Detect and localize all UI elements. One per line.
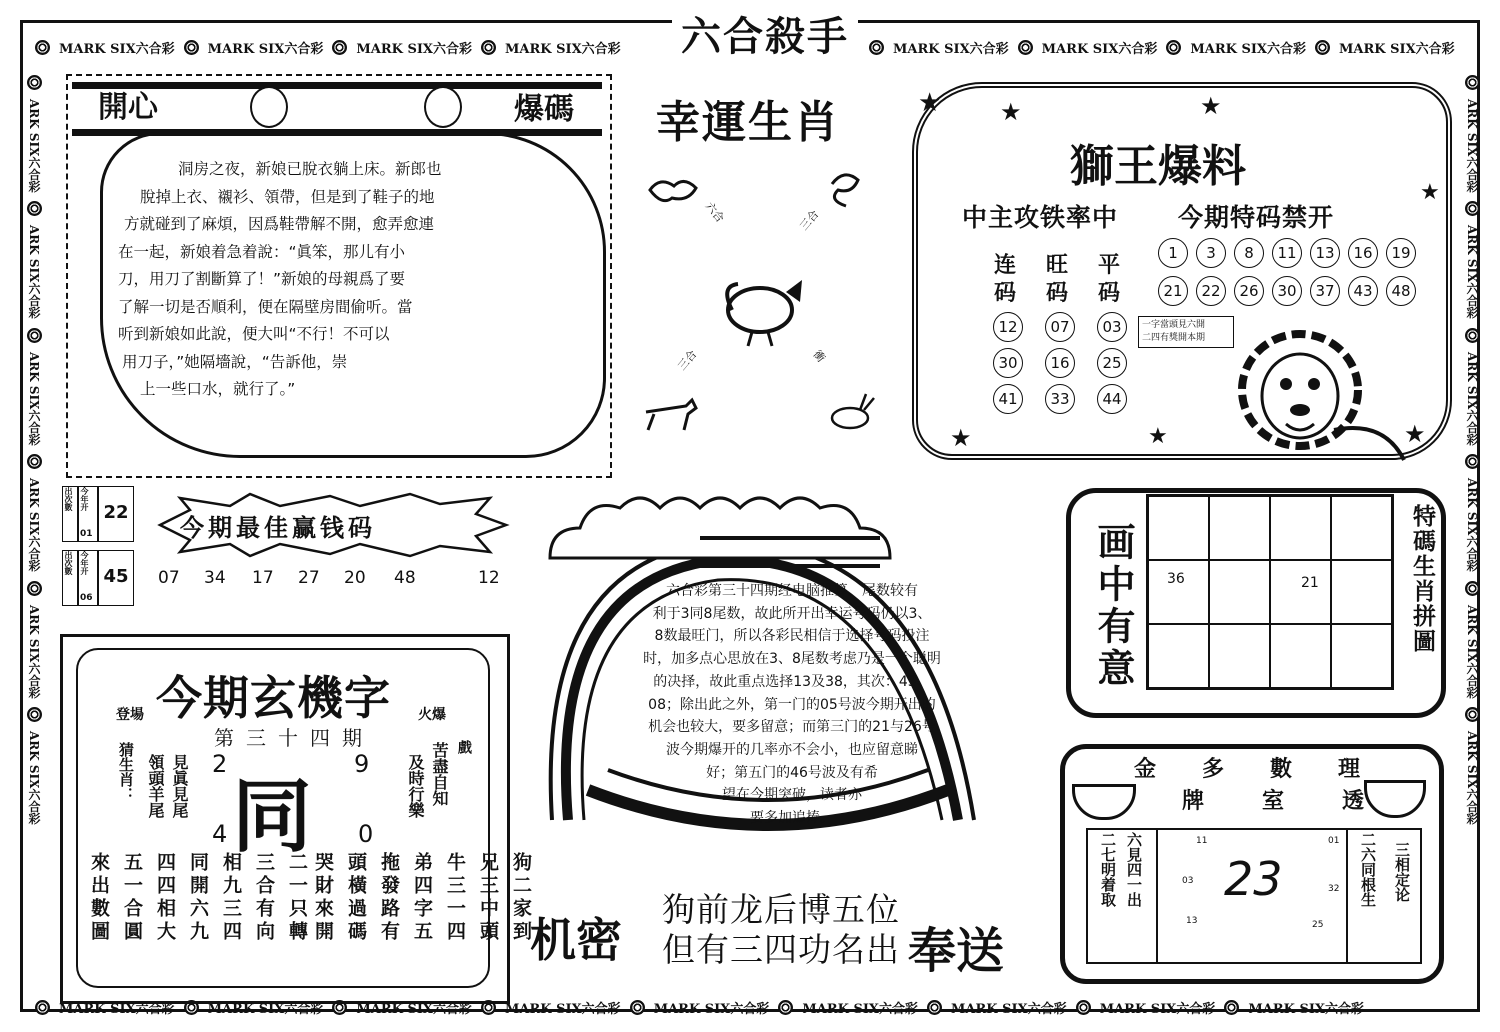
poem-column: 二一只轉 [286, 852, 308, 944]
rabbit-icon [832, 394, 874, 428]
poem-column: 拖發路有 [378, 852, 400, 944]
puzzle-cell [1209, 496, 1270, 560]
strip-text: MARK SIX六合彩 [356, 42, 473, 57]
strip-text: MARK SIX六合彩 [653, 1002, 770, 1017]
lottery-title-char: 理 [1338, 757, 1361, 782]
analysis-header-decor [700, 536, 880, 568]
star-decor: ★ [1148, 424, 1168, 449]
story-line: 在一起，新娘着急着說：“眞笨，那儿有小 [118, 242, 406, 261]
puzzle-cell [1270, 624, 1331, 688]
flower-icon [35, 1000, 50, 1015]
dragon-icon [650, 181, 696, 200]
top-strip-right [860, 38, 1476, 57]
best-number: 07 [158, 568, 180, 588]
puzzle-cell [1209, 560, 1270, 624]
puzzle-grid [1146, 494, 1394, 690]
flower-icon [1224, 1000, 1239, 1015]
ticket-label: 出次數 [64, 487, 73, 511]
strip-text: MARK SIX六合彩 [1099, 1002, 1216, 1017]
zodiac-diagram [636, 160, 896, 450]
flower-icon [630, 1000, 645, 1015]
top-strip [26, 38, 666, 57]
strip-text: ARK SIX六合彩 [27, 604, 41, 699]
flower-icon [927, 1000, 942, 1015]
rooster-icon [727, 280, 802, 346]
strip-text: ARK SIX六合彩 [1465, 731, 1479, 825]
xuanji-col: 戲 [456, 740, 472, 754]
best-number: 27 [298, 568, 320, 588]
flower-icon [184, 40, 199, 55]
strip-text: ARK SIX六合彩 [27, 351, 41, 446]
strip-text: ARK SIX六合彩 [1465, 225, 1479, 319]
lion-head-char: 连 [993, 253, 1016, 278]
lion-head-char: 旺 [1045, 253, 1068, 278]
lottery-scatter: 13 [1186, 916, 1198, 926]
banned-number: 48 [1386, 276, 1416, 306]
flower-icon [1076, 1000, 1091, 1015]
lion-head-char: 码 [1097, 281, 1120, 306]
strip-text: MARK SIX六合彩 [893, 42, 1009, 57]
lottery-scatter: 25 [1312, 920, 1324, 930]
puzzle-cell [1331, 496, 1392, 560]
lottery-title-char: 透 [1342, 789, 1365, 814]
strip-text: ARK SIX六合彩 [27, 99, 41, 193]
xuanji-num: 0 [358, 820, 374, 848]
hot-number: 30 [993, 348, 1023, 378]
poem-column: 哭財來開 [312, 852, 334, 944]
banned-number: 43 [1348, 276, 1378, 306]
poem-column: 相九三四 [220, 852, 242, 944]
xuanji-col: 見眞見尾 [170, 754, 189, 818]
flower-icon [481, 40, 496, 55]
strip-text: MARK SIX六合彩 [1190, 42, 1307, 57]
poem-column: 三合有向 [253, 852, 275, 944]
strip-text: MARK SIX六合彩 [59, 1002, 175, 1017]
story-head-right: 爆碼 [514, 92, 574, 127]
puzzle-number: 21 [1301, 575, 1319, 591]
xuanji-col: 及時行樂 [406, 754, 425, 818]
flower-icon [1315, 40, 1330, 55]
lottery-title-char: 數 [1270, 757, 1293, 782]
flower-icon [1465, 707, 1480, 722]
banned-number: 11 [1272, 238, 1302, 268]
poem-column: 牛三一四 [444, 852, 466, 944]
flower-icon [778, 1000, 793, 1015]
xuanji-guess: 猜生肖： [117, 742, 135, 802]
strip-text: MARK SIX六合彩 [207, 42, 324, 57]
xuanji-num: 2 [212, 750, 228, 778]
xuanji-col: 苦盡自知 [430, 742, 449, 806]
xuanji-issue: 第三十四期 [214, 726, 374, 750]
strip-text: MARK SIX六合彩 [207, 1002, 324, 1017]
best-number: 20 [344, 568, 366, 588]
analysis-line: 望在今期突破，读者亦 [722, 787, 862, 804]
analysis-line: 六合彩第三十四期经电脑推算，尾数较有 [666, 583, 918, 599]
lion-column-head [1042, 252, 1072, 308]
note-line: 二四有獎開本期 [1142, 333, 1206, 343]
flower-icon [1465, 328, 1480, 343]
flower-icon [1465, 201, 1480, 216]
star-decor: ★ [918, 88, 942, 118]
flower-icon [869, 40, 884, 55]
flower-icon [1465, 581, 1480, 596]
flower-icon [27, 328, 42, 343]
lottery-scatter: 11 [1196, 836, 1208, 846]
analysis-line: 08；除出此之外，第一门的05号波今期开出的 [648, 696, 936, 713]
baby-icon [424, 86, 462, 128]
lottery-left-col1: 二七明着取 [1099, 832, 1117, 907]
best-number: 17 [252, 568, 274, 588]
best-number: 34 [204, 568, 226, 588]
poem-column: 來出數圖 [88, 852, 110, 944]
poem-column: 兄三中頭 [477, 852, 499, 944]
lottery-scatter: 03 [1182, 876, 1194, 886]
lion-column-head [1094, 252, 1124, 308]
ticket-value: 45 [98, 550, 134, 606]
ox-icon [646, 400, 696, 430]
lion-head-char: 码 [993, 281, 1016, 306]
left-strip [26, 66, 43, 992]
story-line: 听到新娘如此說，便大叫“不行！不可以 [118, 325, 390, 343]
strip-text: MARK SIX六合彩 [951, 1002, 1067, 1017]
xuanji-left-tag: 登場 [116, 707, 144, 723]
hot-number: 44 [1097, 384, 1127, 414]
best-number: 12 [478, 568, 500, 588]
poem-column: 同開六九 [187, 852, 209, 944]
story-line: 洞房之夜，新娘已脫衣躺上床。新郎也 [178, 160, 442, 178]
flower-icon [332, 40, 347, 55]
snake-icon [832, 175, 858, 206]
banned-number: 30 [1272, 276, 1302, 306]
analysis-line: 8数最旺门，所以各彩民相信于选择号码投注 [654, 628, 930, 645]
lottery-right-col1: 二六同根生 [1359, 832, 1377, 907]
flower-icon [35, 40, 50, 55]
flower-icon [1018, 40, 1033, 55]
ticket-code: 01 [80, 529, 93, 539]
analysis-text [572, 580, 1012, 830]
page-title: 六合殺手 [672, 12, 858, 62]
secret-left: 机密 [530, 913, 622, 967]
star-decor: ★ [1420, 180, 1440, 205]
xuanji-right-tag: 火爆 [418, 707, 446, 723]
analysis-line: 要多加追捧。 [750, 810, 834, 827]
poem-column: 四四相大 [154, 852, 176, 944]
analysis-line: 的决择，故此重点选择13及38，其次：43、 [653, 673, 931, 690]
banned-number: 3 [1196, 238, 1226, 268]
banned-number: 26 [1234, 276, 1264, 306]
lion-note [1138, 316, 1234, 348]
puzzle-cell [1148, 624, 1209, 688]
flower-icon [27, 707, 42, 722]
xuanji-right-poem [310, 852, 541, 944]
banned-number: 21 [1158, 276, 1188, 306]
flower-icon [27, 454, 42, 469]
banned-number: 13 [1310, 238, 1340, 268]
xuanji-num: 9 [354, 750, 370, 778]
puzzle-left-title: 画中有意 [1091, 522, 1135, 690]
poem-column: 五一合圓 [121, 852, 143, 944]
lottery-right-col2: 三相定论 [1393, 842, 1411, 902]
story-line: 脫掉上衣、襯衫、領帶，但是到了鞋子的地 [140, 187, 435, 206]
story-line: 上一些口水，就行了。” [140, 380, 296, 398]
lottery-left-col2: 六見四一出 [1125, 832, 1143, 907]
story-text [118, 156, 604, 404]
puzzle-cell [1331, 560, 1392, 624]
lottery-center: 23 [1224, 852, 1283, 906]
lion-head-char: 平 [1097, 253, 1120, 278]
lottery-scatter: 32 [1328, 884, 1340, 894]
lottery-divider [1346, 828, 1348, 964]
star-decor: ★ [1404, 420, 1426, 448]
strip-text: MARK SIX六合彩 [356, 1002, 473, 1017]
hot-number: 41 [993, 384, 1023, 414]
ticket-value: 22 [98, 486, 134, 542]
strip-text: MARK SIX六合彩 [505, 1002, 621, 1017]
baby-icon [250, 86, 288, 128]
analysis-line: 利于3同8尾数，故此所开出幸运号码仍以3、 [652, 605, 932, 622]
lottery-title-char: 多 [1202, 757, 1225, 782]
lottery-title-row1 [1134, 752, 1360, 783]
lion-head-char: 码 [1045, 281, 1068, 306]
puzzle-cell [1270, 560, 1331, 624]
right-strip [1464, 66, 1481, 992]
puzzle-cell [1148, 496, 1209, 560]
strip-text: MARK SIX六合彩 [59, 42, 175, 57]
flower-icon [27, 201, 42, 216]
strip-text: ARK SIX六合彩 [1465, 604, 1479, 699]
lion-column-head [990, 252, 1020, 308]
lucky-title: 幸運生肖 [656, 97, 840, 148]
analysis-line: 波今期爆开的几率亦不会小，也应留意睇 [666, 741, 918, 758]
star-decor: ★ [1000, 98, 1022, 126]
banned-number: 37 [1310, 276, 1340, 306]
banned-number: 22 [1196, 276, 1226, 306]
xuanji-num: 4 [212, 820, 228, 848]
xuanji-title: 今期玄機字 [156, 671, 391, 725]
secret-line1: 狗前龙后博五位 [662, 890, 900, 929]
flower-icon [1465, 75, 1480, 90]
lottery-title-char: 牌 [1182, 789, 1205, 814]
secret-right: 奉送 [908, 923, 1005, 979]
ticket-code: 06 [80, 593, 93, 603]
puzzle-cell [1331, 624, 1392, 688]
puzzle-cell [1209, 624, 1270, 688]
strip-text: ARK SIX六合彩 [27, 225, 41, 319]
ticket-label: 今年开 [80, 551, 89, 575]
analysis-line: 机会也较大，要多留意；而第三门的21与26号 [648, 719, 936, 736]
strip-text: ARK SIX六合彩 [27, 731, 41, 825]
hot-number: 33 [1045, 384, 1075, 414]
star-decor: ★ [1200, 92, 1222, 120]
note-line: 一字當頭見六開 [1142, 320, 1206, 330]
lion-slogan-left: 中主攻铁率中 [962, 203, 1119, 232]
best-title: 今期最佳赢钱码 [180, 514, 376, 542]
poem-column: 頭橫過碼 [345, 852, 367, 944]
puzzle-cell [1148, 560, 1209, 624]
best-number: 48 [394, 568, 416, 588]
banned-number: 1 [1158, 238, 1188, 268]
lottery-divider [1156, 828, 1158, 964]
flower-icon [1166, 40, 1181, 55]
xuanji-col: 領頭羊尾 [146, 754, 165, 818]
story-head-left: 開心 [98, 90, 158, 125]
strip-text: MARK SIX六合彩 [802, 1002, 919, 1017]
hot-number: 16 [1045, 348, 1075, 378]
flower-icon [1465, 454, 1480, 469]
banned-number: 16 [1348, 238, 1378, 268]
lion-title: 獅王爆料 [1070, 141, 1246, 192]
banned-number: 8 [1234, 238, 1264, 268]
lucky-label-sanhe2: 三合 [675, 347, 700, 373]
lucky-label-chong: 衝 [810, 347, 828, 365]
strip-text: ARK SIX六合彩 [1465, 351, 1479, 446]
puzzle-number: 36 [1167, 571, 1185, 587]
poem-column: 狗二家到 [510, 852, 532, 944]
puzzle-right-title: 特碼生肖拼圖 [1409, 504, 1435, 654]
xuanji-left-poem [86, 852, 317, 944]
lion-icon [1230, 320, 1430, 470]
hot-number: 07 [1045, 312, 1075, 342]
strip-text: ARK SIX六合彩 [27, 478, 41, 572]
lucky-label-liuhe: 六合 [702, 199, 727, 225]
ticket-panel [62, 486, 150, 606]
ticket-label: 今年开 [80, 487, 89, 511]
xuanji-big-char: 同 [232, 769, 312, 863]
secret-line2: 但有三四功名出 [662, 930, 900, 969]
ticket-label: 出次數 [64, 551, 73, 575]
hot-number: 12 [993, 312, 1023, 342]
hot-number: 03 [1097, 312, 1127, 342]
strip-text: ARK SIX六合彩 [1465, 478, 1479, 572]
strip-text: ARK SIX六合彩 [1465, 99, 1479, 193]
strip-text: MARK SIX六合彩 [1041, 42, 1158, 57]
analysis-line: 时，加多点心思放在3、8尾数考虑乃是一个聪明 [643, 651, 941, 668]
strip-text: MARK SIX六合彩 [1339, 42, 1455, 57]
story-line: 方就碰到了麻煩，因爲鞋帶解不開，愈弄愈連 [124, 215, 435, 233]
lottery-title-row2 [1182, 784, 1364, 815]
strip-text: MARK SIX六合彩 [1248, 1002, 1365, 1017]
lottery-title-char: 室 [1262, 789, 1285, 814]
lion-slogan-right: 今期特码禁开 [1178, 203, 1335, 232]
hot-number: 25 [1097, 348, 1127, 378]
flower-icon [27, 75, 42, 90]
story-line: 了解一切是否順利，便在隔壁房間偷听。當 [118, 297, 413, 316]
star-decor: ★ [950, 424, 972, 452]
lottery-scatter: 01 [1328, 836, 1340, 846]
banned-number: 19 [1386, 238, 1416, 268]
story-line: 用刀子，”她隔墻說，“告訴他，崇 [122, 352, 348, 371]
flower-icon [27, 581, 42, 596]
puzzle-cell [1270, 496, 1331, 560]
analysis-line: 好；第五门的46号波及有希 [706, 764, 878, 781]
story-line: 刀，用刀了割斷算了！”新娘的母親爲了要 [118, 270, 406, 288]
lucky-label-sanhe: 三合 [797, 207, 822, 233]
strip-text: MARK SIX六合彩 [505, 42, 621, 57]
lottery-title-char: 金 [1134, 757, 1157, 782]
poem-column: 弟四字五 [411, 852, 433, 944]
